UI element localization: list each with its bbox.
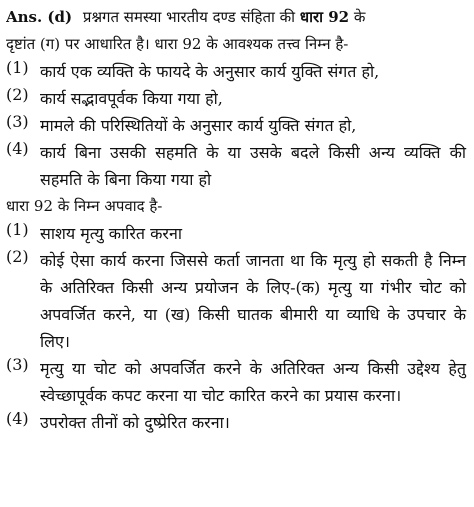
item-text: मृत्यु या चोट को अपवर्जित करने के अतिरिक्त अन्य किसी उद्देश्य हेतु स्वेच्छापूर्वक कपट करना या चोट कारित करने का प्रयास करना। [40,359,466,405]
item-number: (2) [6,85,29,104]
list-item [6,220,466,247]
list-item [6,85,466,112]
exceptions-heading: धारा 92 के निम्न अपवाद है- [6,197,163,215]
item-number: (3) [6,355,29,374]
item-text: साशय मृत्यु कारित करना [40,224,182,243]
essential-elements-list [6,58,466,193]
intro-text-end: के [353,8,366,26]
answer-intro-line [6,4,466,31]
answer-label: Ans. (d) [6,8,73,26]
list-item [6,409,466,436]
item-number: (4) [6,139,29,158]
item-text: मामले की परिस्थितियों के अनुसार कार्य युक्ति संगत हो, [40,116,357,135]
list-item [6,355,466,409]
list-item [6,112,466,139]
answer-intro-line-2: दृष्टांत (ग) पर आधारित है। धारा 92 के आवश्यक तत्त्व निम्न है- [6,35,349,53]
intro-text: प्रश्नगत समस्या भारतीय दण्ड संहिता की [82,8,296,26]
item-number: (1) [6,58,29,77]
section-reference: धारा 92 [299,8,350,26]
item-text: कोई ऐसा कार्य करना जिससे कर्ता जानता था कि मृत्यु हो सकती है निम्न के अतिरिक्त किसी अन्य प्रयोजन के लिए-(क) मृत्यु या गंभीर चोट को अपवर्जित करने, या (ख) किसी घातक बीमारी या व्याधि के उपचार के लिए। [40,251,466,351]
item-text: कार्य बिना उसकी सहमति के या उसके बदले किसी अन्य व्यक्ति की सहमति के बिना किया गया हो [40,143,466,189]
exceptions-list [6,220,466,436]
item-text: कार्य एक व्यक्ति के फायदे के अनुसार कार्य युक्ति संगत हो, [40,62,380,81]
item-number: (2) [6,247,29,266]
item-text: कार्य सद्भावपूर्वक किया गया हो, [40,89,223,108]
list-item [6,247,466,355]
list-item [6,139,466,193]
item-number: (3) [6,112,29,131]
list-item [6,58,466,85]
item-text: उपरोक्त तीनों को दुष्प्रेरित करना। [40,413,230,432]
item-number: (4) [6,409,29,428]
item-number: (1) [6,220,29,239]
